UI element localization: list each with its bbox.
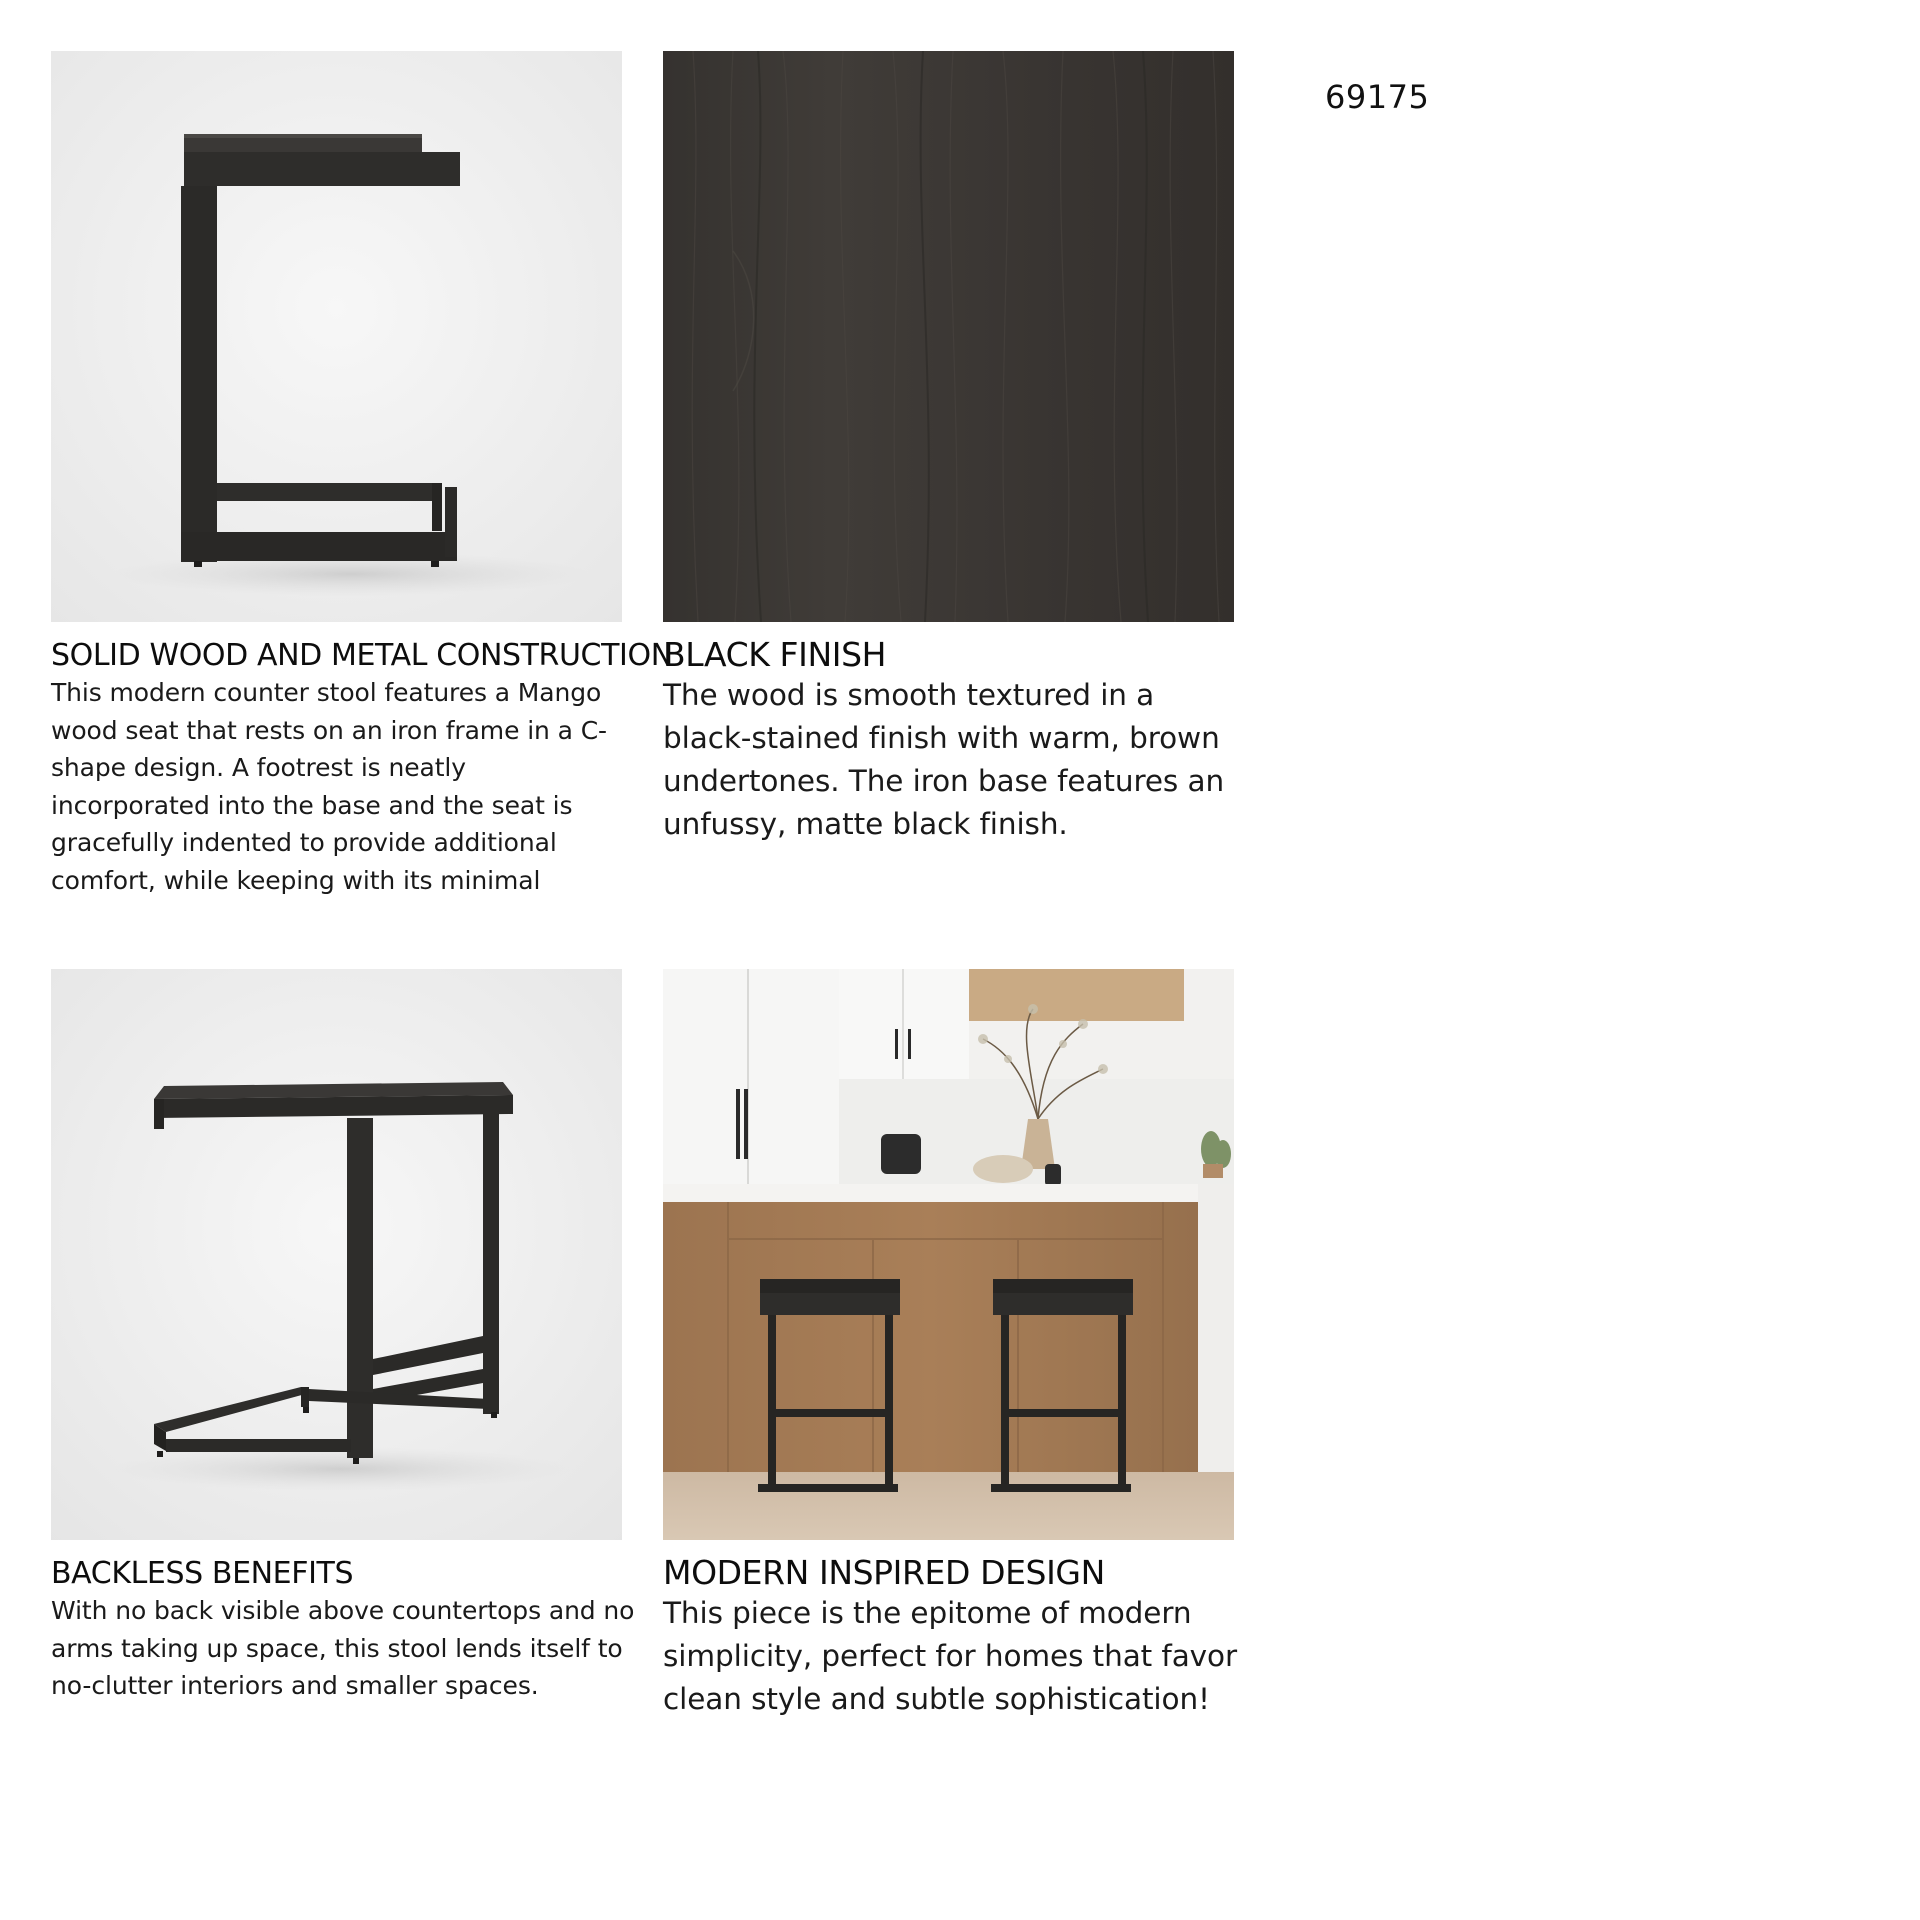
stool-side-view-image <box>51 51 622 622</box>
feature-description: With no back visible above countertops and no arms taking up space, this stool lends itself to no-clutter interiors and smaller spaces. <box>51 1596 635 1700</box>
feature-description: This piece is the epitome of modern simplicity, perfect for homes that favor clean style and subtle sophistication! <box>663 1596 1238 1716</box>
feature-title: SOLID WOOD AND METAL CONSTRUCTION <box>51 638 673 673</box>
product-sku: 69175 <box>1325 78 1430 116</box>
feature-description: This modern counter stool features a Mango wood seat that rests on an iron frame in a C-shape design. A footrest is neatly incorporated into the base and the seat is gracefully indented to provide additional comfort, while keeping with its minimal <box>51 678 607 895</box>
black-finish-wood-texture-image <box>663 51 1234 622</box>
feature-title: MODERN INSPIRED DESIGN <box>663 1553 1105 1592</box>
feature-description: The wood is smooth textured in a black-stained finish with warm, brown undertones. The iron base features an unfussy, matte black finish. <box>663 678 1225 841</box>
feature-title: BLACK FINISH <box>663 635 887 674</box>
stool-angled-view-image <box>51 969 622 1540</box>
kitchen-lifestyle-image <box>663 969 1234 1540</box>
feature-title: BACKLESS BENEFITS <box>51 1556 354 1591</box>
